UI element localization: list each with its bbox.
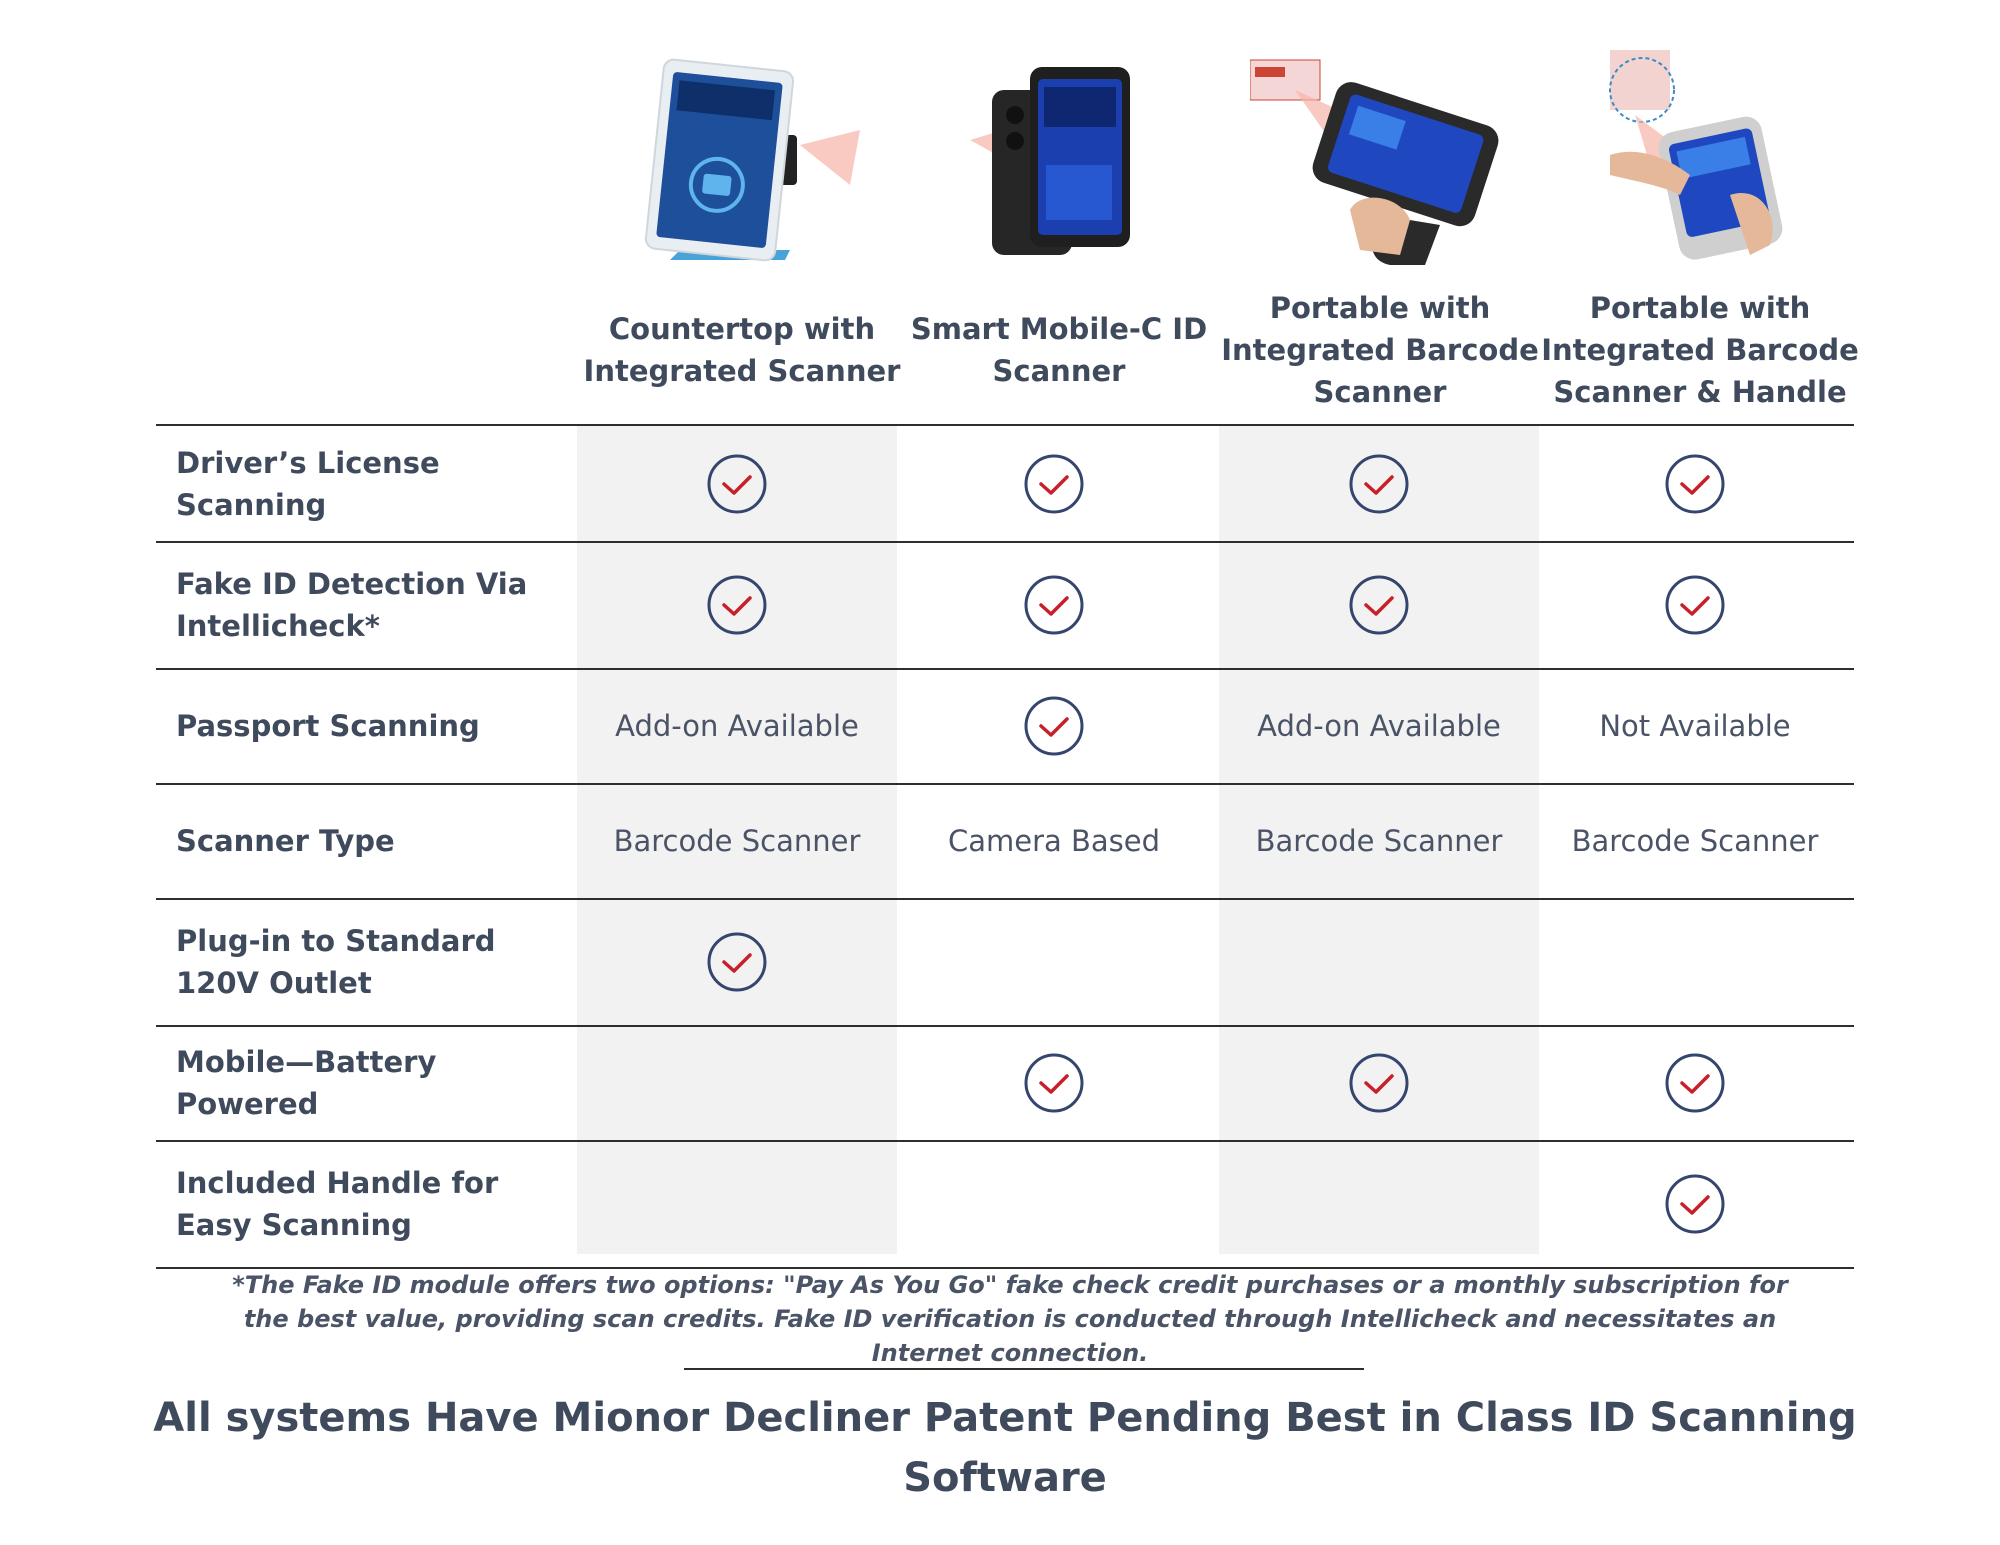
table-cell — [577, 668, 897, 783]
table-cell — [1219, 783, 1539, 898]
checkmark-icon — [706, 574, 768, 636]
column-title-portable-handle: Portable with Integrated Barcode Scanner & Handle — [1541, 291, 1859, 409]
portable-handle-image — [1580, 45, 1840, 265]
table-cell — [1535, 541, 1855, 668]
table-cell — [577, 1025, 897, 1140]
row-label-text: Passport Scanning — [176, 708, 480, 743]
table-cell — [1535, 1025, 1855, 1140]
row-label-text: Fake ID Detection Via Intellicheck* — [176, 566, 528, 643]
row-label — [176, 783, 576, 898]
footnote: *The Fake ID module offers two options: "Pay As You Go" fake check credit purchases or a monthly subscription for the best value, providing scan credits. Fake ID verification is conducted through Intellicheck and necessitates an Internet connection. — [232, 1271, 1788, 1367]
table-cell — [894, 541, 1214, 668]
cell-text: Barcode Scanner — [1571, 823, 1819, 858]
column-title-countertop: Countertop with Integrated Scanner — [583, 312, 901, 388]
table-cell — [577, 541, 897, 668]
cell-text: Add-on Available — [1257, 708, 1501, 743]
table-cell — [1219, 1140, 1539, 1267]
checkmark-icon — [706, 931, 768, 993]
checkmark-icon — [1348, 453, 1410, 515]
cell-text: Add-on Available — [615, 708, 859, 743]
countertop-scanner-image — [610, 45, 870, 265]
table-cell — [1535, 1140, 1855, 1267]
table-cell — [894, 1140, 1214, 1267]
checkmark-icon — [1023, 453, 1085, 515]
checkmark-icon — [1664, 1173, 1726, 1235]
row-label-text: Mobile—Battery Powered — [176, 1044, 437, 1121]
cell-text: Barcode Scanner — [613, 823, 861, 858]
checkmark-icon — [1664, 1052, 1726, 1114]
table-cell — [894, 783, 1214, 898]
smart-mobile-image — [930, 45, 1190, 265]
table-cell — [1219, 541, 1539, 668]
table-cell — [894, 898, 1214, 1025]
row-label-text: Included Handle for Easy Scanning — [176, 1165, 499, 1242]
checkmark-icon — [1348, 1052, 1410, 1114]
checkmark-icon — [1664, 574, 1726, 636]
checkmark-icon — [1664, 453, 1726, 515]
table-cell — [1219, 668, 1539, 783]
portable-barcode-image — [1250, 45, 1510, 265]
table-cell — [1535, 668, 1855, 783]
row-label — [176, 426, 576, 541]
table-cell — [577, 898, 897, 1025]
table-cell — [577, 783, 897, 898]
row-label-text: Driver’s License Scanning — [176, 445, 440, 522]
row-label — [176, 541, 576, 668]
cell-text: Camera Based — [947, 823, 1161, 858]
checkmark-icon — [1023, 695, 1085, 757]
table-cell — [1535, 426, 1855, 541]
table-cell — [894, 1025, 1214, 1140]
table-cell — [577, 426, 897, 541]
column-title-portable-barcode: Portable with Integrated Barcode Scanner — [1221, 291, 1539, 409]
checkmark-icon — [1023, 574, 1085, 636]
checkmark-icon — [1348, 574, 1410, 636]
cell-text: Not Available — [1599, 708, 1791, 743]
table-cell — [894, 426, 1214, 541]
table-cell — [1535, 898, 1855, 1025]
row-label — [176, 898, 576, 1025]
row-label-text: Scanner Type — [176, 823, 395, 858]
table-cell — [1219, 426, 1539, 541]
checkmark-icon — [1023, 1052, 1085, 1114]
row-label — [176, 1025, 576, 1140]
table-cell — [577, 1140, 897, 1267]
divider — [684, 1368, 1364, 1370]
table-cell — [1535, 783, 1855, 898]
row-label — [176, 1140, 576, 1267]
row-label — [176, 668, 576, 783]
tagline: All systems Have Mionor Decliner Patent Pending Best in Class ID Scanning Software — [153, 1395, 1857, 1501]
checkmark-icon — [706, 453, 768, 515]
cell-text: Barcode Scanner — [1255, 823, 1503, 858]
row-label-text: Plug-in to Standard 120V Outlet — [176, 923, 496, 1000]
table-cell — [894, 668, 1214, 783]
column-title-smart-mobile: Smart Mobile-C ID Scanner — [910, 312, 1208, 388]
table-cell — [1219, 1025, 1539, 1140]
table-cell — [1219, 898, 1539, 1025]
